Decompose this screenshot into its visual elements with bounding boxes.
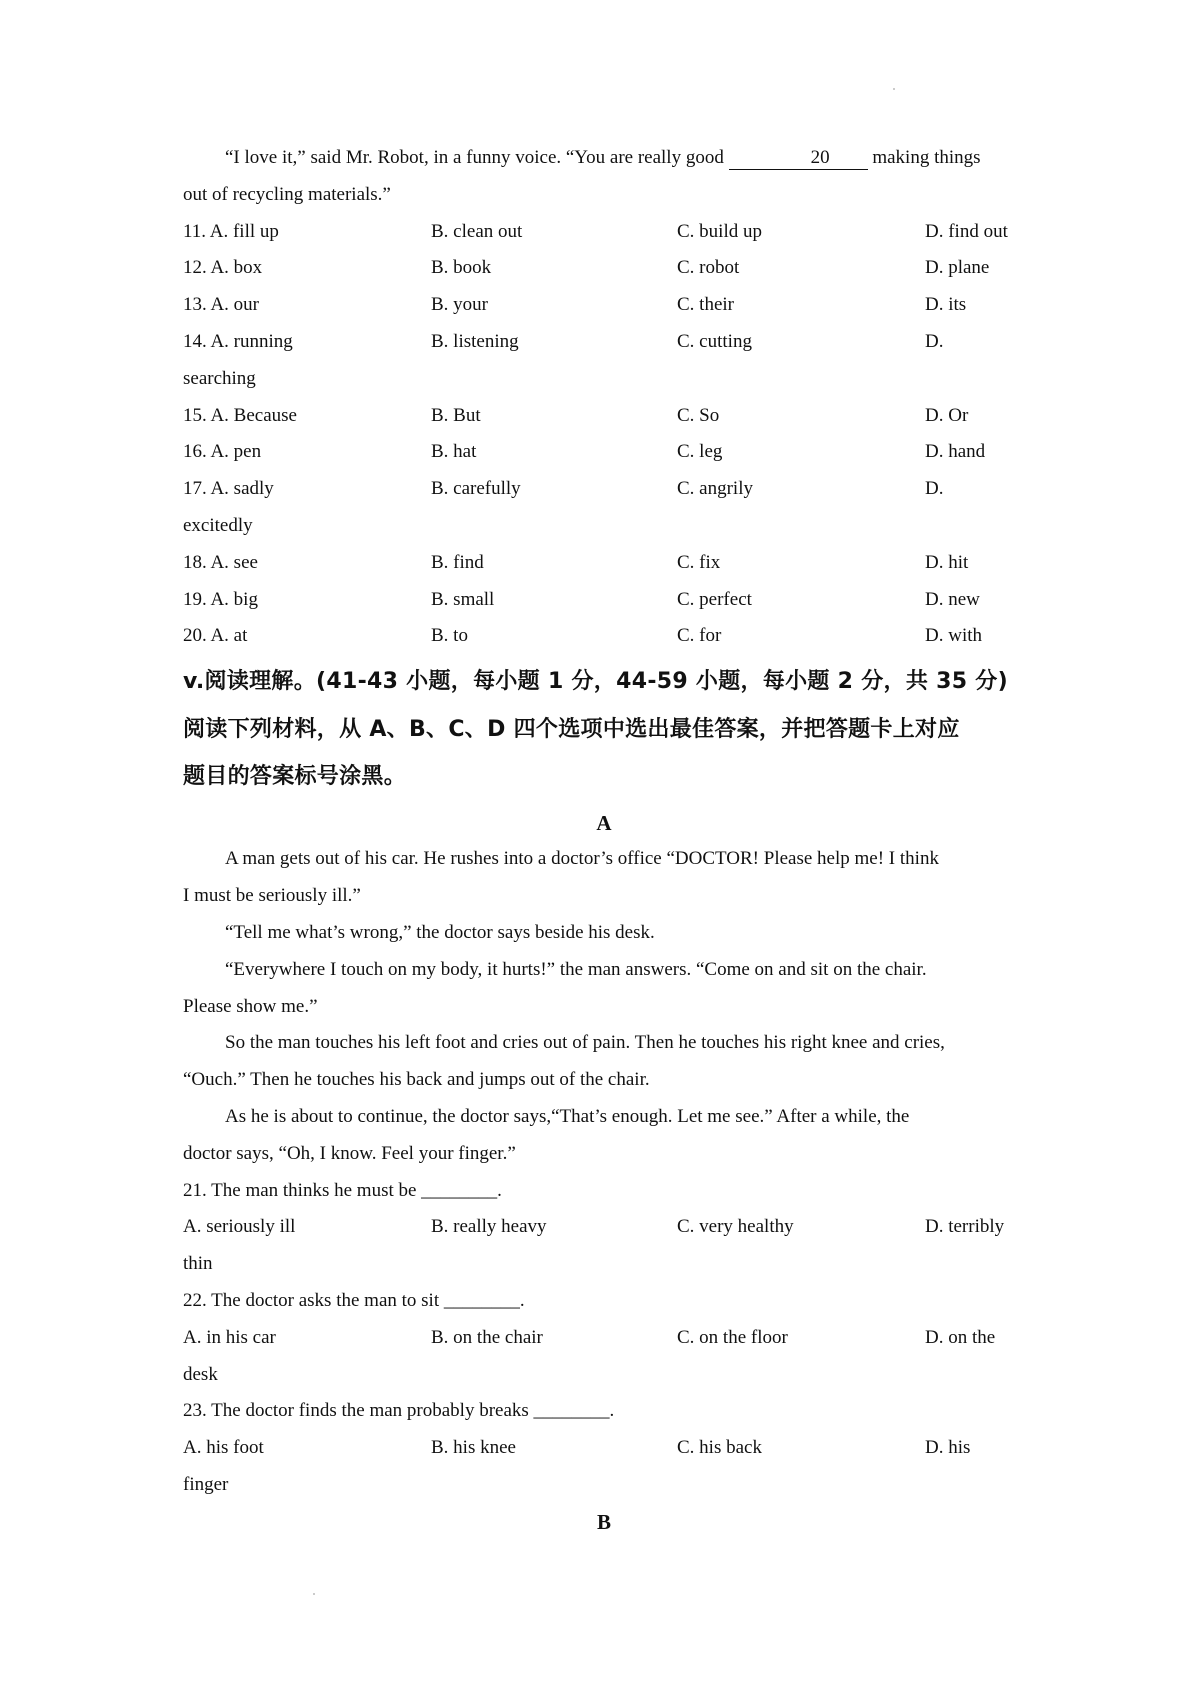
passage-line: doctor says, “Oh, I know. Feel your finger.”	[183, 1142, 516, 1164]
option-c: C. very healthy	[677, 1216, 794, 1238]
option-num: 17. A. sadly	[183, 478, 274, 500]
option-c: C. robot	[677, 257, 740, 279]
passage-line: Please show me.”	[183, 995, 318, 1017]
option-row	[183, 471, 1025, 508]
option-d: D. plane	[925, 257, 990, 279]
option-c: C. So	[677, 404, 720, 426]
cloze-options	[183, 214, 1025, 656]
option-num: 16. A. pen	[183, 441, 262, 463]
passage-line: “Tell me what’s wrong,” the doctor says beside his desk.	[225, 922, 655, 944]
option-b: B. book	[431, 257, 492, 279]
option-b: B. to	[431, 625, 468, 647]
option-row	[183, 582, 1025, 619]
option-c: C. on the floor	[677, 1326, 788, 1348]
passage-a-text	[183, 841, 1025, 1172]
answer-blank-20: 20	[729, 147, 868, 170]
option-b: B. really heavy	[431, 1216, 547, 1238]
option-d: D. Or	[925, 404, 969, 426]
passage-line: “Everywhere I touch on my body, it hurts!” the man answers. “Come on and sit on the chair.	[225, 958, 927, 980]
option-num: 19. A. big	[183, 588, 258, 610]
option-a: A. in his car	[183, 1326, 276, 1348]
option-num: 12. A. box	[183, 257, 263, 279]
question-options	[183, 1320, 1025, 1357]
option-d: D. his	[925, 1437, 971, 1459]
option-b: B. find	[431, 551, 484, 573]
intro-text: making things	[867, 147, 981, 168]
intro-line-1	[183, 140, 1025, 177]
option-wrap: searching	[183, 367, 256, 389]
option-num: 13. A. our	[183, 294, 259, 316]
option-row	[183, 250, 1025, 287]
option-d: D. hand	[925, 441, 986, 463]
option-b: B. carefully	[431, 478, 521, 500]
option-c: C. his back	[677, 1437, 762, 1459]
option-a: A. his foot	[183, 1437, 264, 1459]
section-instruction: 阅读下列材料，从 A、B、C、D 四个选项中选出最佳答案，并把答题卡上对应	[183, 716, 960, 742]
question-stem: 21. The man thinks he must be ________.	[183, 1179, 502, 1201]
option-wrap: thin	[183, 1253, 213, 1275]
option-num: 15. A. Because	[183, 404, 297, 426]
passage-line: As he is about to continue, the doctor says,“That’s enough. Let me see.” After a while, the	[225, 1106, 910, 1128]
section-instruction: 题目的答案标号涂黑。	[183, 764, 407, 790]
scan-speck	[893, 88, 895, 90]
option-num: 14. A. running	[183, 330, 293, 352]
option-d: D. hit	[925, 551, 969, 573]
option-d: D. its	[925, 294, 967, 316]
section-heading: v.阅读理解。(41-43 小题，每小题 1 分，44-59 小题，每小题 2 分，共 35 分)	[183, 669, 1008, 695]
passage-line: I must be seriously ill.”	[183, 885, 361, 907]
option-d: D. new	[925, 588, 980, 610]
option-b: B. his knee	[431, 1437, 516, 1459]
option-c: C. fix	[677, 551, 721, 573]
option-c: C. leg	[677, 441, 723, 463]
option-wrap: excitedly	[183, 514, 253, 536]
option-row	[183, 287, 1025, 324]
option-c: C. cutting	[677, 330, 752, 352]
option-wrap: finger	[183, 1474, 229, 1495]
option-c: C. angrily	[677, 478, 753, 500]
option-d: D. terribly	[925, 1216, 1005, 1238]
option-d: D.	[925, 330, 944, 352]
question-stem: 23. The doctor finds the man probably breaks ________.	[183, 1400, 615, 1422]
option-d: D.	[925, 478, 944, 500]
intro-line-2: out of recycling materials.”	[183, 183, 391, 205]
option-row	[183, 398, 1025, 435]
option-a: A. seriously ill	[183, 1216, 296, 1238]
option-b: B. But	[431, 404, 481, 426]
option-d: D. find out	[925, 220, 1008, 242]
option-row	[183, 434, 1025, 471]
option-row	[183, 545, 1025, 582]
option-b: B. on the chair	[431, 1326, 543, 1348]
option-c: C. perfect	[677, 588, 752, 610]
option-b: B. small	[431, 588, 495, 610]
option-wrap: desk	[183, 1363, 218, 1385]
scan-speck	[313, 1593, 315, 1595]
option-b: B. listening	[431, 330, 519, 352]
passage-a-title: A	[596, 810, 612, 835]
option-c: C. for	[677, 625, 722, 647]
option-num: 18. A. see	[183, 551, 258, 573]
option-row	[183, 214, 1025, 251]
passage-b-title: B	[596, 1509, 611, 1534]
option-d: D. with	[925, 625, 982, 647]
document-page	[183, 140, 1025, 1541]
option-row	[183, 618, 1025, 655]
option-d: D. on the	[925, 1326, 996, 1348]
option-c: C. their	[677, 294, 734, 316]
option-num: 20. A. at	[183, 625, 248, 647]
question-options	[183, 1430, 1025, 1467]
option-b: B. your	[431, 294, 488, 316]
option-b: B. clean out	[431, 220, 523, 242]
passage-line: “Ouch.” Then he touches his back and jumps out of the chair.	[183, 1069, 650, 1091]
option-b: B. hat	[431, 441, 477, 463]
intro-text: “I love it,” said Mr. Robot, in a funny voice. “You are really good	[225, 147, 729, 168]
question-options	[183, 1209, 1025, 1246]
option-num: 11. A. fill up	[183, 220, 279, 242]
passage-line: So the man touches his left foot and cries out of pain. Then he touches his right knee and cries,	[225, 1032, 945, 1054]
option-c: C. build up	[677, 220, 762, 242]
passage-a-questions	[183, 1173, 1025, 1504]
option-row	[183, 324, 1025, 361]
passage-line: A man gets out of his car. He rushes into a doctor’s office “DOCTOR! Please help me! I think	[225, 848, 939, 870]
question-stem: 22. The doctor asks the man to sit ________.	[183, 1290, 525, 1312]
